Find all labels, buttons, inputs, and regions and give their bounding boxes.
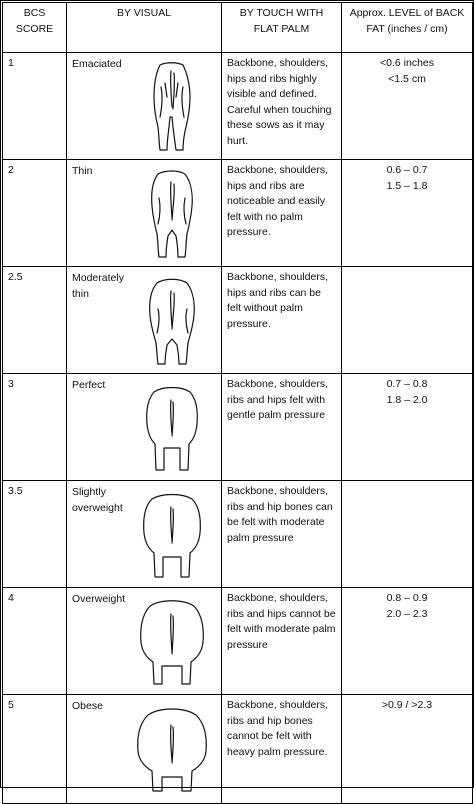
score-cell: 2 (3, 160, 67, 267)
back-fat-cm: <1.5 cm (388, 72, 426, 85)
score-cell: 4 (3, 588, 67, 695)
back-fat-cell (342, 481, 473, 588)
back-fat-cell (342, 695, 473, 804)
visual-label: Thin (72, 165, 93, 177)
back-fat-cm: 1.5 – 1.8 (386, 179, 428, 192)
touch-cell: Backbone, shoulders, ribs and hip bones cannot be felt with heavy palm pressure. (222, 695, 342, 804)
table-row (3, 481, 473, 588)
header-back-fat: Approx. LEVEL of BACK FAT (inches / cm) (342, 3, 473, 53)
back-fat-cell (342, 53, 473, 160)
score-cell: 2.5 (3, 267, 67, 374)
touch-cell: Backbone, shoulders, hips and ribs can be felt without palm pressure. (222, 267, 342, 374)
visual-cell (67, 160, 222, 267)
score-cell: 3 (3, 374, 67, 481)
back-fat-cm: 1.8 – 2.0 (386, 393, 428, 406)
back-fat-cell (342, 588, 473, 695)
touch-cell: Backbone, shoulders, hips and ribs are noticeable and easily felt with no palm pressure. (222, 160, 342, 267)
back-fat-cell (342, 267, 473, 374)
table-row (3, 160, 473, 267)
table-row (3, 267, 473, 374)
header-bcs-score: BCS SCORE (3, 3, 67, 53)
score-cell: 1 (3, 53, 67, 160)
visual-cell (67, 374, 222, 481)
body-condition-score-table (2, 2, 473, 804)
visual-label: Overweight (72, 593, 126, 605)
visual-label: Perfect (72, 379, 106, 391)
back-fat-cm: 2.0 – 2.3 (386, 607, 428, 620)
visual-cell (67, 695, 222, 804)
score-cell: 3.5 (3, 481, 67, 588)
obese-sow-rear-icon (132, 699, 216, 799)
slightly-overweight-sow-rear-icon (132, 485, 216, 585)
visual-cell (67, 481, 222, 588)
visual-label: Emaciated (72, 58, 122, 70)
header-by-visual: BY VISUAL (67, 3, 222, 53)
touch-cell: Backbone, shoulders, ribs and hips cannot be felt with moderate palm pressure (222, 588, 342, 695)
touch-cell: Backbone, shoulders, ribs and hips felt with gentle palm pressure (222, 374, 342, 481)
visual-cell (67, 588, 222, 695)
visual-label: Obese (72, 700, 103, 712)
table-row (3, 53, 473, 160)
back-fat-inches: 0.7 – 0.8 (386, 378, 428, 390)
moderately-thin-sow-rear-icon (132, 271, 216, 371)
visual-cell (67, 267, 222, 374)
back-fat-inches: >0.9 / >2.3 (381, 699, 433, 711)
visual-label: Moderately thin (72, 272, 124, 300)
touch-cell: Backbone, shoulders, hips and ribs highly visible and defined. Careful when touching these sows as it may hurt. (222, 53, 342, 160)
overweight-sow-rear-icon (132, 592, 216, 692)
header-by-touch: BY TOUCH WITH FLAT PALM (222, 3, 342, 53)
table-row (3, 374, 473, 481)
visual-label: Slightly overweight (72, 486, 123, 514)
back-fat-cell (342, 374, 473, 481)
back-fat-inches: 0.8 – 0.9 (386, 592, 428, 604)
back-fat-inches: <0.6 inches (380, 57, 434, 69)
back-fat-inches: 0.6 – 0.7 (386, 164, 428, 176)
perfect-sow-rear-icon (132, 378, 216, 478)
table-row (3, 695, 473, 804)
visual-cell (67, 53, 222, 160)
table-row (3, 588, 473, 695)
touch-cell: Backbone, shoulders, ribs and hip bones can be felt with moderate palm pressure (222, 481, 342, 588)
score-cell: 5 (3, 695, 67, 804)
emaciated-sow-rear-icon (132, 57, 216, 157)
thin-sow-rear-icon (132, 164, 216, 264)
back-fat-cell (342, 160, 473, 267)
header-row (3, 3, 473, 53)
